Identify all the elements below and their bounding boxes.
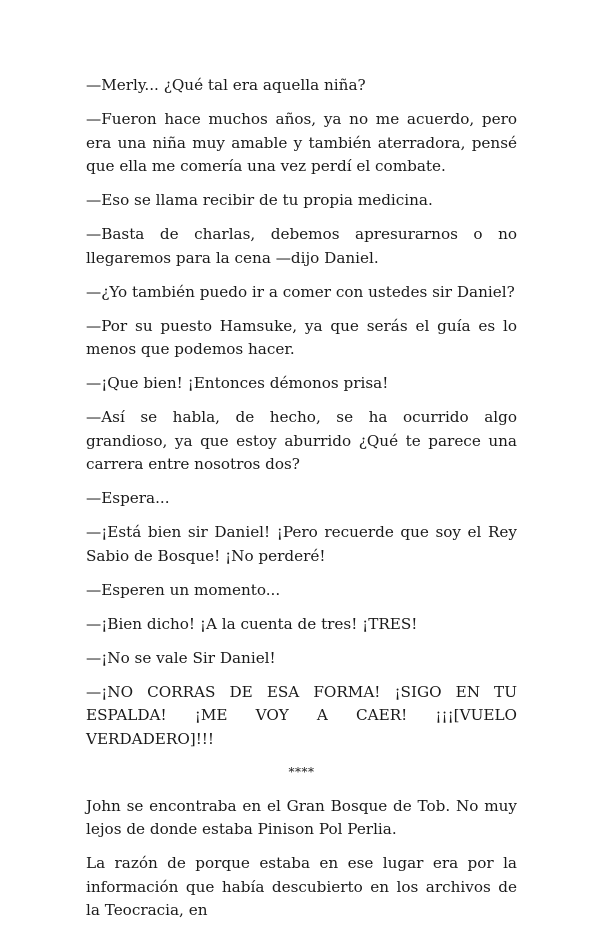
scene-separator: ****	[288, 764, 315, 779]
book-page	[86, 74, 517, 933]
dialogue-line: —¡NO CORRAS DE ESA FORMA! ¡SIGO EN TU ESPALDA! ¡ME VOY A CAER! ¡¡¡[VUELO VERDADERO]!!!	[86, 682, 517, 748]
dialogue-line: —Fueron hace muchos años, ya no me acuerdo, pero era una niña muy amable y también aterradora, pensé que ella me comería una vez perdí el combate.	[86, 110, 517, 175]
dialogue-line: —Esperen un momento...	[86, 580, 281, 599]
dialogue-line: —Basta de charlas, debemos apresurarnos o no llegaremos para la cena —dijo Daniel.	[86, 225, 517, 267]
dialogue-line: —Así se habla, de hecho, se ha ocurrido algo grandioso, ya que estoy aburrido ¿Qué te parece una carrera entre nosotros dos?	[86, 408, 517, 473]
dialogue-line: —Merly... ¿Qué tal era aquella niña?	[86, 76, 366, 94]
dialogue-line: —¡Está bien sir Daniel! ¡Pero recuerde que soy el Rey Sabio de Bosque! ¡No perderé!	[86, 523, 517, 565]
dialogue-line: —¡No se vale Sir Daniel!	[86, 648, 276, 667]
dialogue-line: —¡Que bien! ¡Entonces démonos prisa!	[86, 374, 389, 392]
dialogue-line: —¿Yo también puedo ir a comer con ustedes sir Daniel?	[86, 282, 515, 301]
narration-paragraph: La razón de porque estaba en ese lugar era por la información que había descubierto en los archivos de la Teocracia, en	[86, 854, 517, 919]
dialogue-line: —¡Bien dicho! ¡A la cuenta de tres! ¡TRES!	[86, 614, 418, 633]
dialogue-line: —Espera...	[86, 489, 170, 507]
dialogue-line: —Eso se llama recibir de tu propia medicina.	[86, 191, 433, 209]
narration-paragraph: John se encontraba en el Gran Bosque de Tob. No muy lejos de donde estaba Pinison Pol Perlia.	[86, 796, 517, 838]
dialogue-line: —Por su puesto Hamsuke, ya que serás el guía es lo menos que podemos hacer.	[86, 316, 517, 358]
